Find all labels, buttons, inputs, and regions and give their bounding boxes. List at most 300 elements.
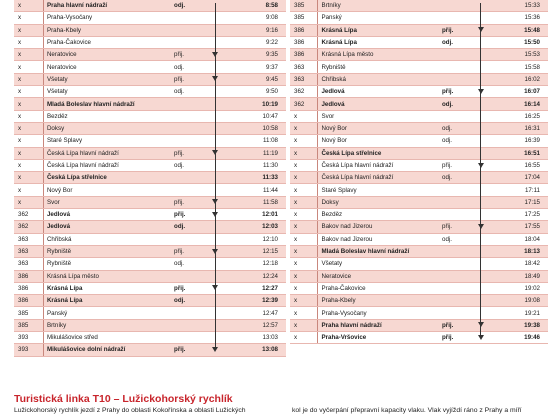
arrowhead-icon xyxy=(212,347,218,352)
departure-time: 11:33 xyxy=(226,172,286,184)
station-name: Bezděz xyxy=(43,110,170,122)
departure-time: 15:50 xyxy=(491,36,548,48)
timetable-row xyxy=(14,282,286,294)
timetable-row xyxy=(290,12,548,24)
timetable-row xyxy=(14,270,286,282)
timetable-row xyxy=(290,221,548,233)
arrival-departure-flag xyxy=(438,12,470,24)
arrowhead-icon xyxy=(478,163,484,168)
station-name: Bakov nad Jizerou xyxy=(317,221,438,233)
station-name: Rybniště xyxy=(43,245,170,257)
departure-time: 16:39 xyxy=(491,135,548,147)
station-name: Brtníky xyxy=(317,0,438,12)
line-number: 386 xyxy=(14,270,43,282)
departure-time: 15:48 xyxy=(491,24,548,36)
line-number: x xyxy=(290,147,317,159)
arrival-departure-flag: odj. xyxy=(170,86,203,98)
section-title: Turistická linka T10 – Lužickohorský rychlík xyxy=(14,393,233,405)
timetable-row xyxy=(14,344,286,356)
arrival-departure-flag xyxy=(170,172,203,184)
timetable-row xyxy=(290,332,548,344)
arrival-departure-flag xyxy=(438,49,470,61)
arrival-departure-flag: přij. xyxy=(170,147,203,159)
station-name: Praha-Kbely xyxy=(43,24,170,36)
line-number: 393 xyxy=(14,332,43,344)
departure-time: 16:14 xyxy=(491,98,548,110)
line-number: 385 xyxy=(14,319,43,331)
line-number: x xyxy=(290,110,317,122)
departure-time: 16:07 xyxy=(491,86,548,98)
station-name: Neratovice xyxy=(317,270,438,282)
arrival-departure-flag: přij. xyxy=(438,86,470,98)
departure-time: 19:46 xyxy=(491,332,548,344)
station-name: Krásná Lípa xyxy=(317,36,438,48)
arrival-departure-flag: odj. xyxy=(438,98,470,110)
direction-line xyxy=(480,3,481,335)
line-number: x xyxy=(290,332,317,344)
departure-time: 9:35 xyxy=(226,49,286,61)
departure-time: 17:11 xyxy=(491,184,548,196)
timetable-row xyxy=(290,49,548,61)
departure-time: 15:58 xyxy=(491,61,548,73)
arrival-departure-flag xyxy=(438,258,470,270)
departure-time: 16:31 xyxy=(491,122,548,134)
departure-time: 17:15 xyxy=(491,196,548,208)
station-name: Praha-Čakovice xyxy=(43,36,170,48)
arrival-departure-flag xyxy=(170,184,203,196)
departure-time: 9:08 xyxy=(226,12,286,24)
line-number: x xyxy=(290,245,317,257)
station-name: Všetaty xyxy=(43,73,170,85)
line-number: x xyxy=(14,147,43,159)
departure-time: 12:47 xyxy=(226,307,286,319)
arrival-departure-flag: odj. xyxy=(170,61,203,73)
arrowhead-icon xyxy=(212,52,218,57)
departure-time: 12:18 xyxy=(226,258,286,270)
station-name: Brtníky xyxy=(43,319,170,331)
arrowhead-icon xyxy=(212,212,218,217)
arrival-departure-flag: přij. xyxy=(438,24,470,36)
departure-time: 12:10 xyxy=(226,233,286,245)
arrival-departure-flag xyxy=(438,282,470,294)
arrival-departure-flag xyxy=(170,36,203,48)
timetable-row xyxy=(14,73,286,85)
arrival-departure-flag: přij. xyxy=(438,332,470,344)
departure-time: 17:25 xyxy=(491,209,548,221)
line-number: x xyxy=(290,221,317,233)
timetable-row xyxy=(14,159,286,171)
departure-time: 19:21 xyxy=(491,307,548,319)
timetable-row xyxy=(14,209,286,221)
departure-time: 11:58 xyxy=(226,196,286,208)
departure-time: 10:19 xyxy=(226,98,286,110)
timetable-row xyxy=(290,196,548,208)
arrival-departure-flag: odj. xyxy=(170,258,203,270)
departure-time: 19:08 xyxy=(491,295,548,307)
arrival-departure-flag xyxy=(438,0,470,12)
line-number: 386 xyxy=(290,49,317,61)
timetable-row xyxy=(290,36,548,48)
line-number: x xyxy=(14,110,43,122)
arrival-departure-flag: přij. xyxy=(170,73,203,85)
arrival-departure-flag xyxy=(438,196,470,208)
timetable-row xyxy=(14,49,286,61)
timetable-row xyxy=(14,122,286,134)
line-number: x xyxy=(290,233,317,245)
departure-time: 9:22 xyxy=(226,36,286,48)
departure-time: 18:49 xyxy=(491,270,548,282)
arrival-departure-flag xyxy=(438,245,470,257)
line-number: x xyxy=(14,98,43,110)
arrival-departure-flag xyxy=(170,12,203,24)
departure-time: 13:03 xyxy=(226,332,286,344)
station-name: Doksy xyxy=(43,122,170,134)
departure-time: 11:08 xyxy=(226,135,286,147)
station-name: Mladá Boleslav hlavní nádraží xyxy=(43,98,170,110)
timetable-row xyxy=(14,295,286,307)
line-number: x xyxy=(290,270,317,282)
station-name: Bakov nad Jizerou xyxy=(317,233,438,245)
line-number: x xyxy=(290,135,317,147)
station-name: Česká Lípa střelnice xyxy=(317,147,438,159)
arrowhead-icon xyxy=(212,150,218,155)
timetable-return xyxy=(290,0,548,344)
station-name: Doksy xyxy=(317,196,438,208)
line-number: x xyxy=(14,122,43,134)
arrival-departure-flag: odj. xyxy=(438,135,470,147)
section-text-right: kol je do vyčerpání přepravní kapacity vlaku. Vlak vyjíždí ráno z Prahy a míří xyxy=(292,407,522,414)
timetable-row xyxy=(290,209,548,221)
arrival-departure-flag xyxy=(170,332,203,344)
departure-time: 11:19 xyxy=(226,147,286,159)
line-number: 385 xyxy=(14,307,43,319)
timetable-row xyxy=(290,184,548,196)
station-name: Bezděz xyxy=(317,209,438,221)
station-name: Chřibská xyxy=(43,233,170,245)
timetable-row xyxy=(290,61,548,73)
timetable-row xyxy=(290,86,548,98)
arrival-departure-flag xyxy=(170,122,203,134)
line-number: x xyxy=(290,209,317,221)
timetable-row xyxy=(14,172,286,184)
station-name: Mladá Boleslav hlavní nádraží xyxy=(317,245,438,257)
arrowhead-icon xyxy=(212,76,218,81)
timetable-row xyxy=(14,147,286,159)
station-name: Nový Bor xyxy=(317,135,438,147)
line-number: x xyxy=(14,184,43,196)
line-number: x xyxy=(14,196,43,208)
departure-time: 17:04 xyxy=(491,172,548,184)
station-name: Neratovice xyxy=(43,61,170,73)
arrowhead-icon xyxy=(212,249,218,254)
arrival-departure-flag: odj. xyxy=(438,122,470,134)
arrival-departure-flag xyxy=(170,110,203,122)
arrival-departure-flag xyxy=(170,270,203,282)
station-name: Chřibská xyxy=(317,73,438,85)
station-name: Svor xyxy=(43,196,170,208)
timetable-row xyxy=(290,282,548,294)
arrival-departure-flag xyxy=(438,295,470,307)
station-name: Praha-Vysočany xyxy=(317,307,438,319)
timetable-row xyxy=(14,196,286,208)
station-name: Praha-Vršovice xyxy=(317,332,438,344)
timetable-row xyxy=(14,135,286,147)
arrowhead-icon xyxy=(212,199,218,204)
station-name: Jedlová xyxy=(317,86,438,98)
timetable-row xyxy=(290,319,548,331)
departure-time: 16:51 xyxy=(491,147,548,159)
arrival-departure-flag: přij. xyxy=(170,49,203,61)
line-number: 362 xyxy=(290,98,317,110)
departure-time: 16:25 xyxy=(491,110,548,122)
line-number: 363 xyxy=(14,245,43,257)
timetable-row xyxy=(14,221,286,233)
station-name: Praha hlavní nádraží xyxy=(317,319,438,331)
line-number: x xyxy=(290,172,317,184)
arrival-departure-flag: přij. xyxy=(438,319,470,331)
line-number: 386 xyxy=(14,295,43,307)
timetable-row xyxy=(290,295,548,307)
arrival-departure-flag xyxy=(438,307,470,319)
timetable-row xyxy=(290,172,548,184)
departure-time: 17:55 xyxy=(491,221,548,233)
arrowhead-icon xyxy=(478,224,484,229)
station-name: Krásná Lípa xyxy=(43,295,170,307)
line-number: x xyxy=(14,172,43,184)
departure-time: 12:01 xyxy=(226,209,286,221)
timetable-row xyxy=(290,98,548,110)
line-number: x xyxy=(290,258,317,270)
station-name: Česká Lípa hlavní nádraží xyxy=(43,159,170,171)
line-number: 362 xyxy=(290,86,317,98)
arrival-departure-flag: přij. xyxy=(170,209,203,221)
arrival-departure-flag xyxy=(438,73,470,85)
line-number: 386 xyxy=(14,282,43,294)
departure-time: 9:50 xyxy=(226,86,286,98)
arrival-departure-flag: odj. xyxy=(438,233,470,245)
line-number: x xyxy=(14,24,43,36)
line-number: x xyxy=(290,282,317,294)
departure-time: 11:30 xyxy=(226,159,286,171)
departure-time: 13:08 xyxy=(226,344,286,356)
station-name: Jedlová xyxy=(43,221,170,233)
station-name: Panský xyxy=(43,307,170,319)
timetable-row xyxy=(290,159,548,171)
departure-time: 10:58 xyxy=(226,122,286,134)
timetable-row xyxy=(290,245,548,257)
timetable-row xyxy=(14,61,286,73)
line-number: 363 xyxy=(290,61,317,73)
arrival-departure-flag: odj. xyxy=(438,36,470,48)
arrival-departure-flag: odj. xyxy=(438,172,470,184)
arrival-departure-flag xyxy=(170,24,203,36)
timetable-row xyxy=(290,307,548,319)
line-number: x xyxy=(290,122,317,134)
departure-time: 19:38 xyxy=(491,319,548,331)
arrival-departure-flag xyxy=(438,270,470,282)
station-name: Praha-Čakovice xyxy=(317,282,438,294)
arrival-departure-flag xyxy=(170,135,203,147)
arrival-departure-flag xyxy=(170,307,203,319)
timetable-row xyxy=(14,24,286,36)
station-name: Česká Lípa střelnice xyxy=(43,172,170,184)
timetable-row xyxy=(290,135,548,147)
station-name: Mikulášovice střed xyxy=(43,332,170,344)
station-name: Česká Lípa hlavní nádraží xyxy=(317,172,438,184)
line-number: 363 xyxy=(14,233,43,245)
line-number: 363 xyxy=(290,73,317,85)
arrowhead-icon xyxy=(212,285,218,290)
line-number: 385 xyxy=(290,0,317,12)
line-number: x xyxy=(14,159,43,171)
timetable-row xyxy=(14,36,286,48)
station-name: Všetaty xyxy=(43,86,170,98)
line-number: 362 xyxy=(14,209,43,221)
timetable-row xyxy=(14,332,286,344)
timetable-row xyxy=(290,73,548,85)
arrival-departure-flag xyxy=(438,147,470,159)
departure-time: 18:13 xyxy=(491,245,548,257)
arrowhead-icon xyxy=(478,89,484,94)
station-name: Nový Bor xyxy=(317,122,438,134)
departure-time: 15:33 xyxy=(491,0,548,12)
timetable-row xyxy=(290,270,548,282)
station-name: Česká Lípa hlavní nádraží xyxy=(43,147,170,159)
station-name: Česká Lípa hlavní nádraží xyxy=(317,159,438,171)
departure-time: 9:45 xyxy=(226,73,286,85)
station-name: Neratovice xyxy=(43,49,170,61)
arrival-departure-flag xyxy=(438,209,470,221)
station-name: Praha hlavní nádraží xyxy=(43,0,170,12)
line-number: 385 xyxy=(290,12,317,24)
arrival-departure-flag xyxy=(438,110,470,122)
departure-time: 12:24 xyxy=(226,270,286,282)
arrival-departure-flag xyxy=(170,319,203,331)
timetable-row xyxy=(14,86,286,98)
arrowhead-icon xyxy=(478,335,484,340)
station-name: Jedlová xyxy=(317,98,438,110)
departure-time: 18:42 xyxy=(491,258,548,270)
timetable-row xyxy=(290,122,548,134)
line-number: x xyxy=(14,36,43,48)
timetable-row xyxy=(290,147,548,159)
station-name: Mikulášovice dolní nádraží xyxy=(43,344,170,356)
line-number: x xyxy=(14,12,43,24)
line-number: 393 xyxy=(14,344,43,356)
timetable-row xyxy=(290,258,548,270)
line-number: x xyxy=(14,73,43,85)
station-name: Nový Bor xyxy=(43,184,170,196)
timetable-row xyxy=(14,98,286,110)
line-number: x xyxy=(14,49,43,61)
departure-time: 12:03 xyxy=(226,221,286,233)
departure-time: 12:15 xyxy=(226,245,286,257)
arrival-departure-flag: přij. xyxy=(438,221,470,233)
departure-time: 11:44 xyxy=(226,184,286,196)
station-name: Krásná Lípa město xyxy=(43,270,170,282)
departure-time: 16:55 xyxy=(491,159,548,171)
arrival-departure-flag: přij. xyxy=(170,196,203,208)
arrival-departure-flag: přij. xyxy=(170,245,203,257)
arrival-departure-flag xyxy=(170,233,203,245)
station-name: Praha-Kbely xyxy=(317,295,438,307)
arrival-departure-flag xyxy=(438,61,470,73)
departure-time: 18:04 xyxy=(491,233,548,245)
arrowhead-icon xyxy=(478,322,484,327)
timetable-row xyxy=(14,0,286,12)
line-number: 363 xyxy=(14,258,43,270)
arrival-departure-flag: přij. xyxy=(170,282,203,294)
departure-time: 12:27 xyxy=(226,282,286,294)
station-name: Staré Splavy xyxy=(317,184,438,196)
departure-time: 12:57 xyxy=(226,319,286,331)
arrival-departure-flag xyxy=(438,184,470,196)
line-number: 386 xyxy=(290,36,317,48)
arrowhead-icon xyxy=(478,27,484,32)
station-name: Jedlová xyxy=(43,209,170,221)
departure-time: 9:16 xyxy=(226,24,286,36)
line-number: x xyxy=(290,307,317,319)
line-number: x xyxy=(290,184,317,196)
departure-time: 15:36 xyxy=(491,12,548,24)
timetable-row xyxy=(14,184,286,196)
line-number: x xyxy=(290,319,317,331)
line-number: 362 xyxy=(14,221,43,233)
departure-time: 8:58 xyxy=(226,0,286,12)
arrival-departure-flag: odj. xyxy=(170,221,203,233)
station-name: Rybniště xyxy=(43,258,170,270)
station-name: Staré Splavy xyxy=(43,135,170,147)
timetable-row xyxy=(14,12,286,24)
arrival-departure-flag: odj. xyxy=(170,0,203,12)
station-name: Svor xyxy=(317,110,438,122)
timetable-row xyxy=(14,307,286,319)
station-name: Praha-Vysočany xyxy=(43,12,170,24)
timetable-outbound xyxy=(14,0,286,357)
line-number: 386 xyxy=(290,24,317,36)
line-number: x xyxy=(14,135,43,147)
timetable-row xyxy=(14,245,286,257)
station-name: Krásná Lípa xyxy=(43,282,170,294)
line-number: x xyxy=(290,295,317,307)
timetable-row xyxy=(14,110,286,122)
departure-time: 9:37 xyxy=(226,61,286,73)
arrival-departure-flag xyxy=(170,98,203,110)
departure-time: 16:02 xyxy=(491,73,548,85)
station-name: Všetaty xyxy=(317,258,438,270)
timetable-row xyxy=(14,319,286,331)
timetable-row xyxy=(290,24,548,36)
station-name: Krásná Lípa město xyxy=(317,49,438,61)
departure-time: 19:02 xyxy=(491,282,548,294)
timetable-row xyxy=(14,258,286,270)
line-number: x xyxy=(14,61,43,73)
arrival-departure-flag: přij. xyxy=(170,344,203,356)
timetable-row xyxy=(14,233,286,245)
arrival-departure-flag: přij. xyxy=(438,159,470,171)
line-number: x xyxy=(14,0,43,12)
line-number: x xyxy=(290,159,317,171)
departure-time: 10:47 xyxy=(226,110,286,122)
arrival-departure-flag: odj. xyxy=(170,295,203,307)
section-text-left: Lužickohorský rychlík jezdí z Prahy do oblasti Kokořínska a oblasti Lužických xyxy=(14,407,246,414)
line-number: x xyxy=(290,196,317,208)
timetable-row xyxy=(290,0,548,12)
timetable-row xyxy=(290,110,548,122)
station-name: Krásná Lípa xyxy=(317,24,438,36)
station-name: Rybniště xyxy=(317,61,438,73)
timetable-row xyxy=(290,233,548,245)
